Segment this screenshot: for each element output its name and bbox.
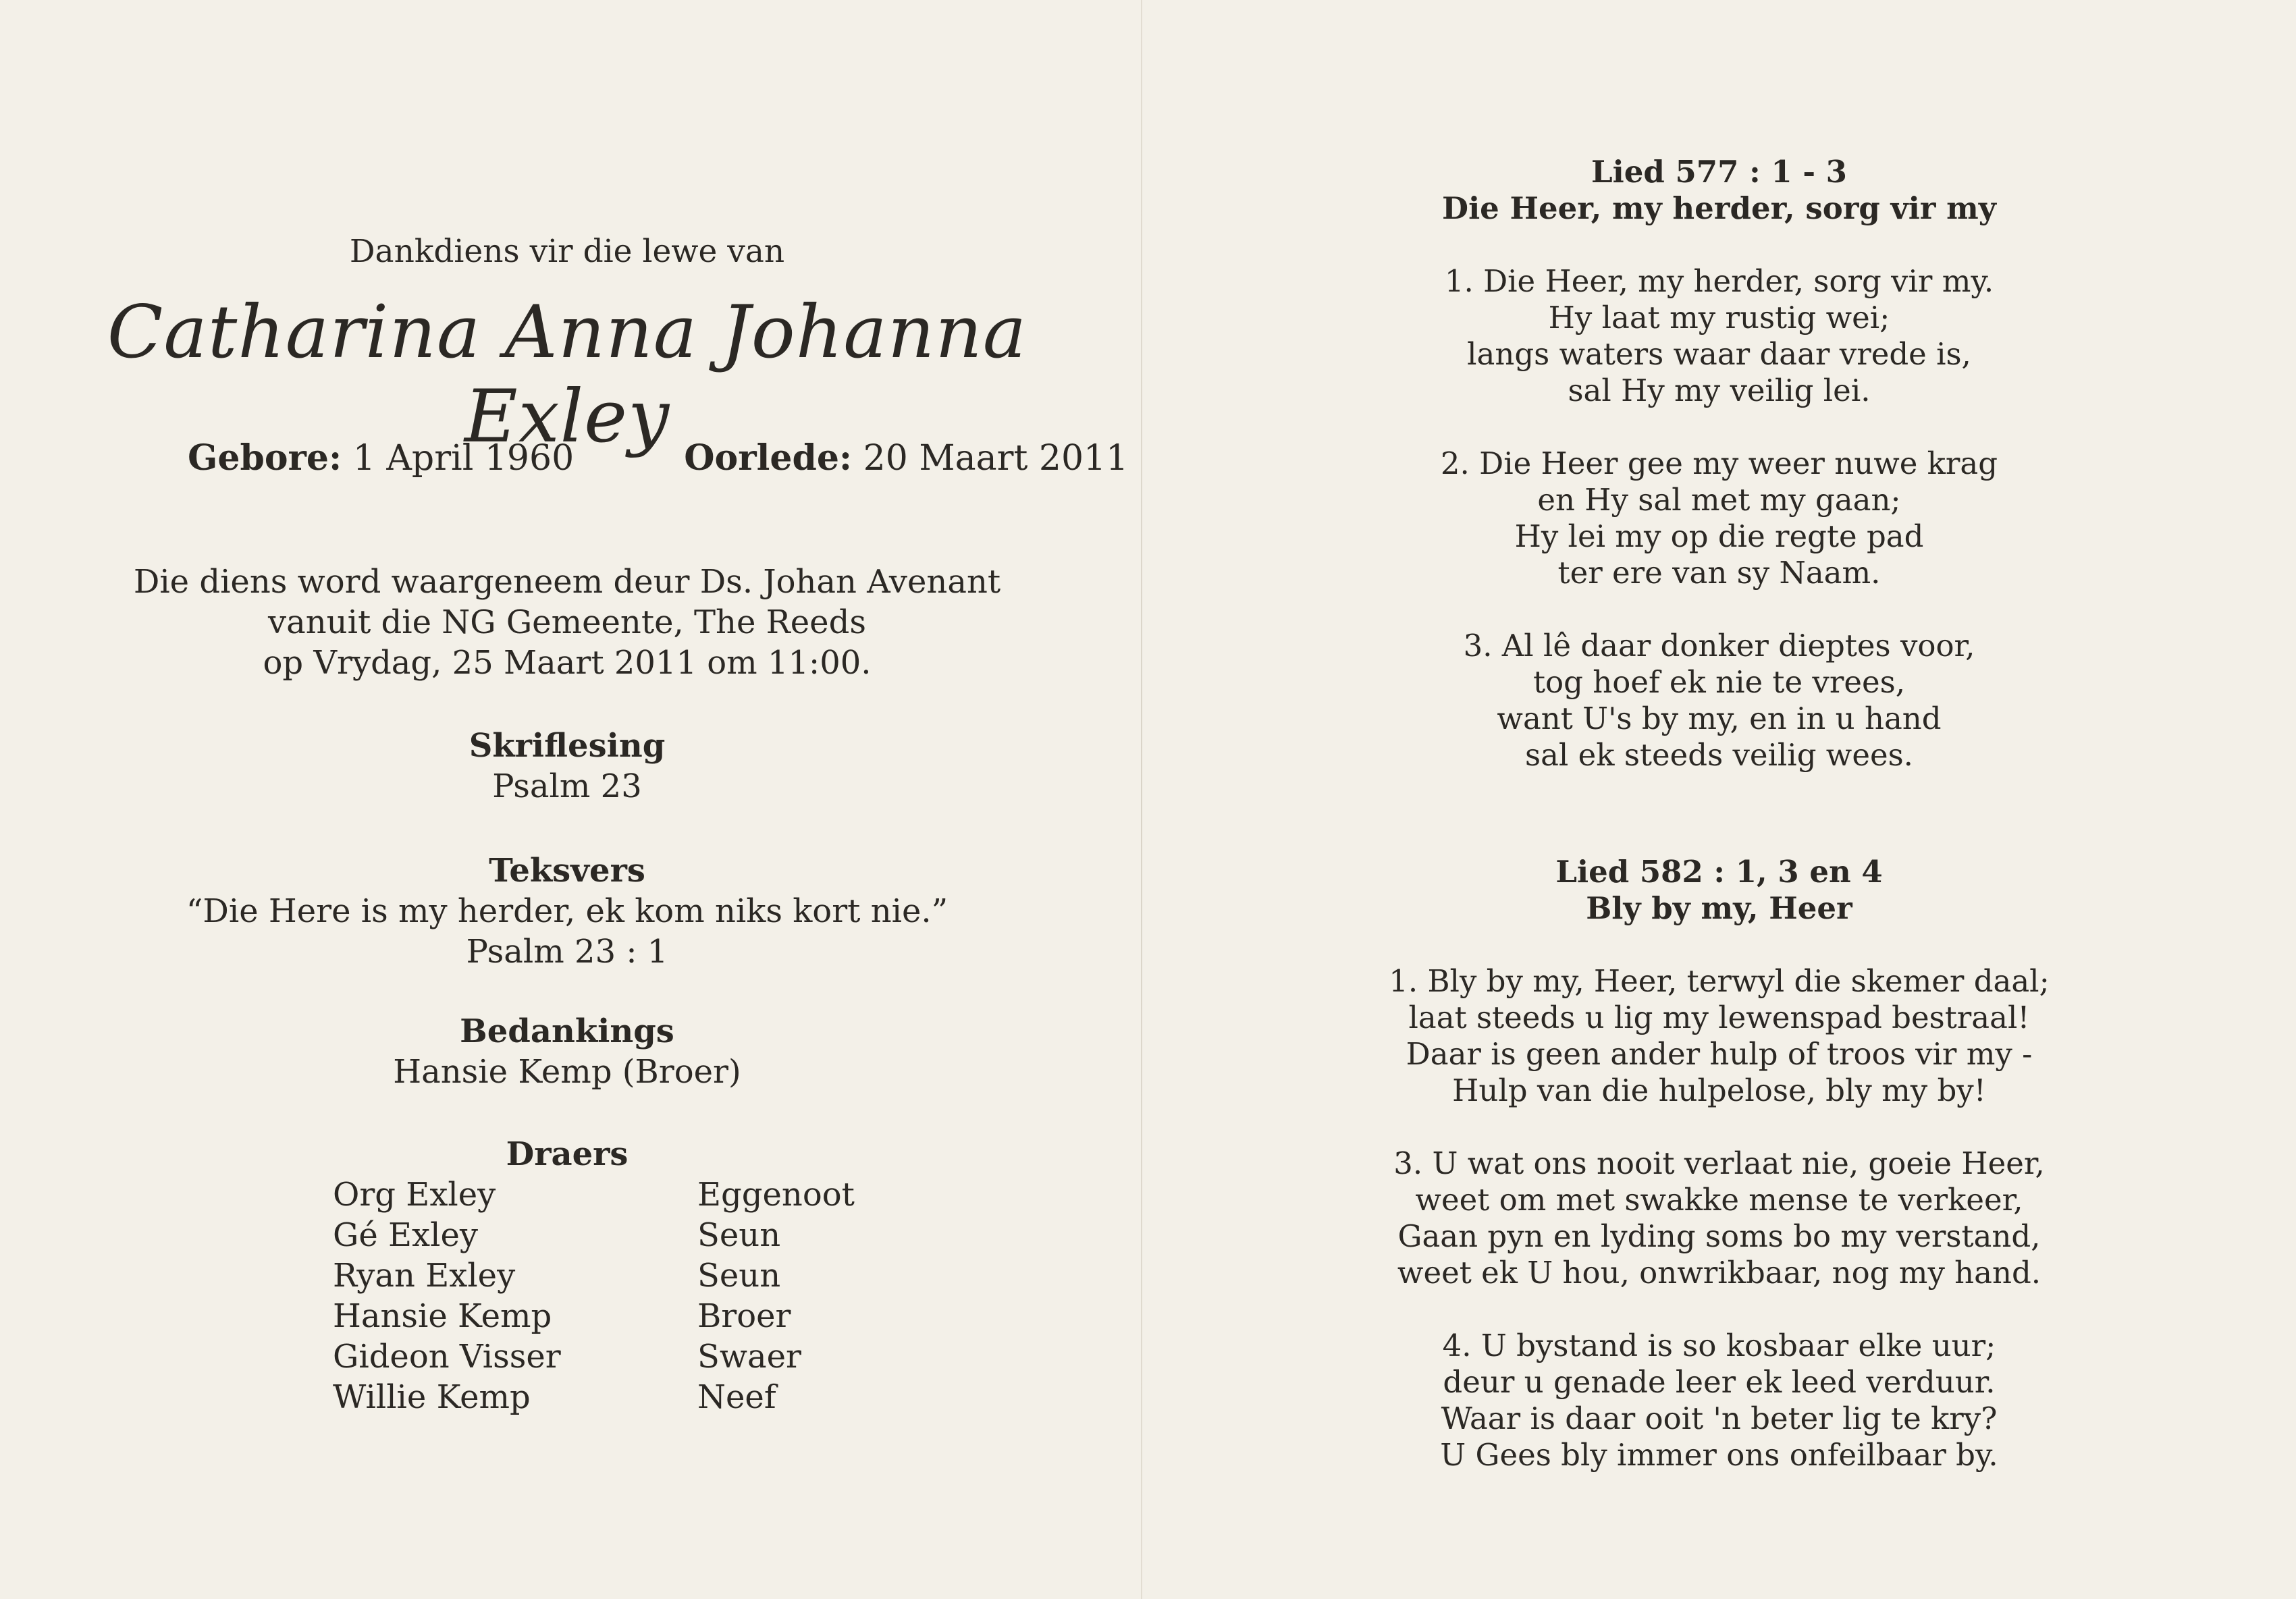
bearer-relation: Eggenoot	[697, 1176, 855, 1214]
died-label: Oorlede:	[684, 437, 853, 479]
bearer-row	[333, 1215, 855, 1255]
bearer-row	[333, 1296, 855, 1336]
hymn-582	[1142, 854, 2296, 1473]
verse-line: U Gees bly immer ons onfeilbaar by.	[1440, 1437, 1998, 1473]
deceased-name: Catharina Anna Johanna Exley	[107, 290, 1027, 459]
verse-line: 2. Die Heer gee my weer nuwe krag	[1440, 445, 1998, 481]
bearers-heading-wrap	[0, 1134, 1134, 1174]
verse-line: tog hoef ek nie te vrees,	[1532, 664, 1906, 700]
service-details	[0, 562, 1134, 683]
verse-line: Hy lei my op die regte pad	[1514, 518, 1924, 554]
hymn-verse	[1142, 1328, 2296, 1473]
verse-line: Gaan pyn en lyding soms bo my verstand,	[1397, 1218, 2041, 1254]
verse-line: deur u genade leer ek leed verduur.	[1443, 1364, 1996, 1400]
born-label: Gebore:	[188, 437, 342, 479]
service-line: vanuit die NG Gemeente, The Reeds	[268, 603, 866, 641]
hymn-577	[1142, 154, 2296, 774]
verse-line: Waar is daar ooit 'n beter lig te kry?	[1441, 1401, 1998, 1436]
hymn-verse	[1142, 1145, 2296, 1291]
hymn-title: Bly by my, Heer	[1586, 890, 1852, 926]
hymn-verse	[1142, 963, 2296, 1109]
verse-line: Daar is geen ander hulp of troos vir my -	[1406, 1036, 2033, 1072]
hymn-number: Lied 582 : 1, 3 en 4	[1555, 854, 1883, 890]
verse-line: sal ek steeds veilig wees.	[1525, 737, 1913, 773]
verse-line: Hulp van die hulpelose, bly my by!	[1452, 1073, 1986, 1108]
bearer-relation: Neef	[697, 1378, 776, 1416]
hymn-verse	[1142, 263, 2296, 409]
verse-line: 3. Al lê daar donker dieptes voor,	[1463, 628, 1975, 663]
dates-line	[188, 437, 1128, 479]
bearer-name: Org Exley	[333, 1176, 496, 1214]
verse-line: langs waters waar daar vrede is,	[1467, 336, 1971, 372]
service-line: Die diens word waargeneem deur Ds. Johan Avenant	[133, 563, 1001, 601]
verse-line: weet ek U hou, onwrikbaar, nog my hand.	[1397, 1255, 2041, 1291]
bearer-row	[333, 1377, 855, 1417]
bearer-relation: Seun	[697, 1257, 781, 1295]
died-date: 20 Maart 2011	[863, 438, 1129, 479]
bearer-row	[333, 1255, 855, 1296]
reading-section	[0, 726, 1134, 807]
left-panel	[0, 0, 1141, 1599]
verse-line: ter ere van sy Naam.	[1557, 555, 1881, 591]
verse-line: sal Hy my veilig lei.	[1568, 373, 1871, 408]
thanks-text: Hansie Kemp (Broer)	[393, 1053, 741, 1091]
bearers-list	[333, 1174, 855, 1417]
text-verse-heading: Teksvers	[489, 852, 645, 890]
verse-line: weet om met swakke mense te verkeer,	[1415, 1182, 2023, 1218]
hymn-verse	[1142, 628, 2296, 774]
right-panel	[1142, 0, 2296, 1599]
bearer-name: Gideon Visser	[333, 1338, 561, 1376]
hymn-number: Lied 577 : 1 - 3	[1591, 154, 1847, 190]
verse-line: want U's by my, en in u hand	[1497, 701, 1942, 736]
bearer-relation: Broer	[697, 1297, 791, 1335]
bearer-name: Ryan Exley	[333, 1257, 516, 1295]
verse-line: 4. U bystand is so kosbaar elke uur;	[1442, 1328, 1996, 1363]
bearer-name: Gé Exley	[333, 1216, 478, 1254]
hymn-verse	[1142, 445, 2296, 591]
bearer-relation: Seun	[697, 1216, 781, 1254]
reading-text: Psalm 23	[492, 767, 642, 805]
reading-heading: Skriflesing	[469, 727, 666, 765]
bearer-name: Hansie Kemp	[333, 1297, 552, 1335]
bearer-name: Willie Kemp	[333, 1378, 531, 1416]
verse-line: 1. Die Heer, my herder, sorg vir my.	[1444, 263, 1994, 299]
verse-line: Hy laat my rustig wei;	[1548, 300, 1890, 335]
intro-text: Dankdiens vir die lewe van	[349, 233, 785, 270]
verse-line: 3. U wat ons nooit verlaat nie, goeie Heer,	[1393, 1145, 2045, 1181]
bearers-heading: Draers	[506, 1135, 629, 1173]
verse-line: laat steeds u lig my lewenspad bestraal!	[1408, 1000, 2030, 1035]
bearer-row	[333, 1336, 855, 1377]
thanks-section	[0, 1011, 1134, 1092]
hymn-title: Die Heer, my herder, sorg vir my	[1442, 190, 1996, 226]
bearer-relation: Swaer	[697, 1338, 801, 1376]
text-verse-ref: Psalm 23 : 1	[466, 933, 668, 971]
text-verse-section	[0, 850, 1134, 972]
born-date: 1 April 1960	[352, 438, 575, 479]
bearer-row	[333, 1174, 855, 1215]
thanks-heading: Bedankings	[460, 1012, 674, 1050]
text-verse-quote: “Die Here is my herder, ek kom niks kort nie.”	[186, 892, 949, 930]
verse-line: en Hy sal met my gaan;	[1537, 482, 1901, 518]
verse-line: 1. Bly by my, Heer, terwyl die skemer daal;	[1389, 963, 2050, 999]
service-line: op Vrydag, 25 Maart 2011 om 11:00.	[263, 644, 872, 682]
